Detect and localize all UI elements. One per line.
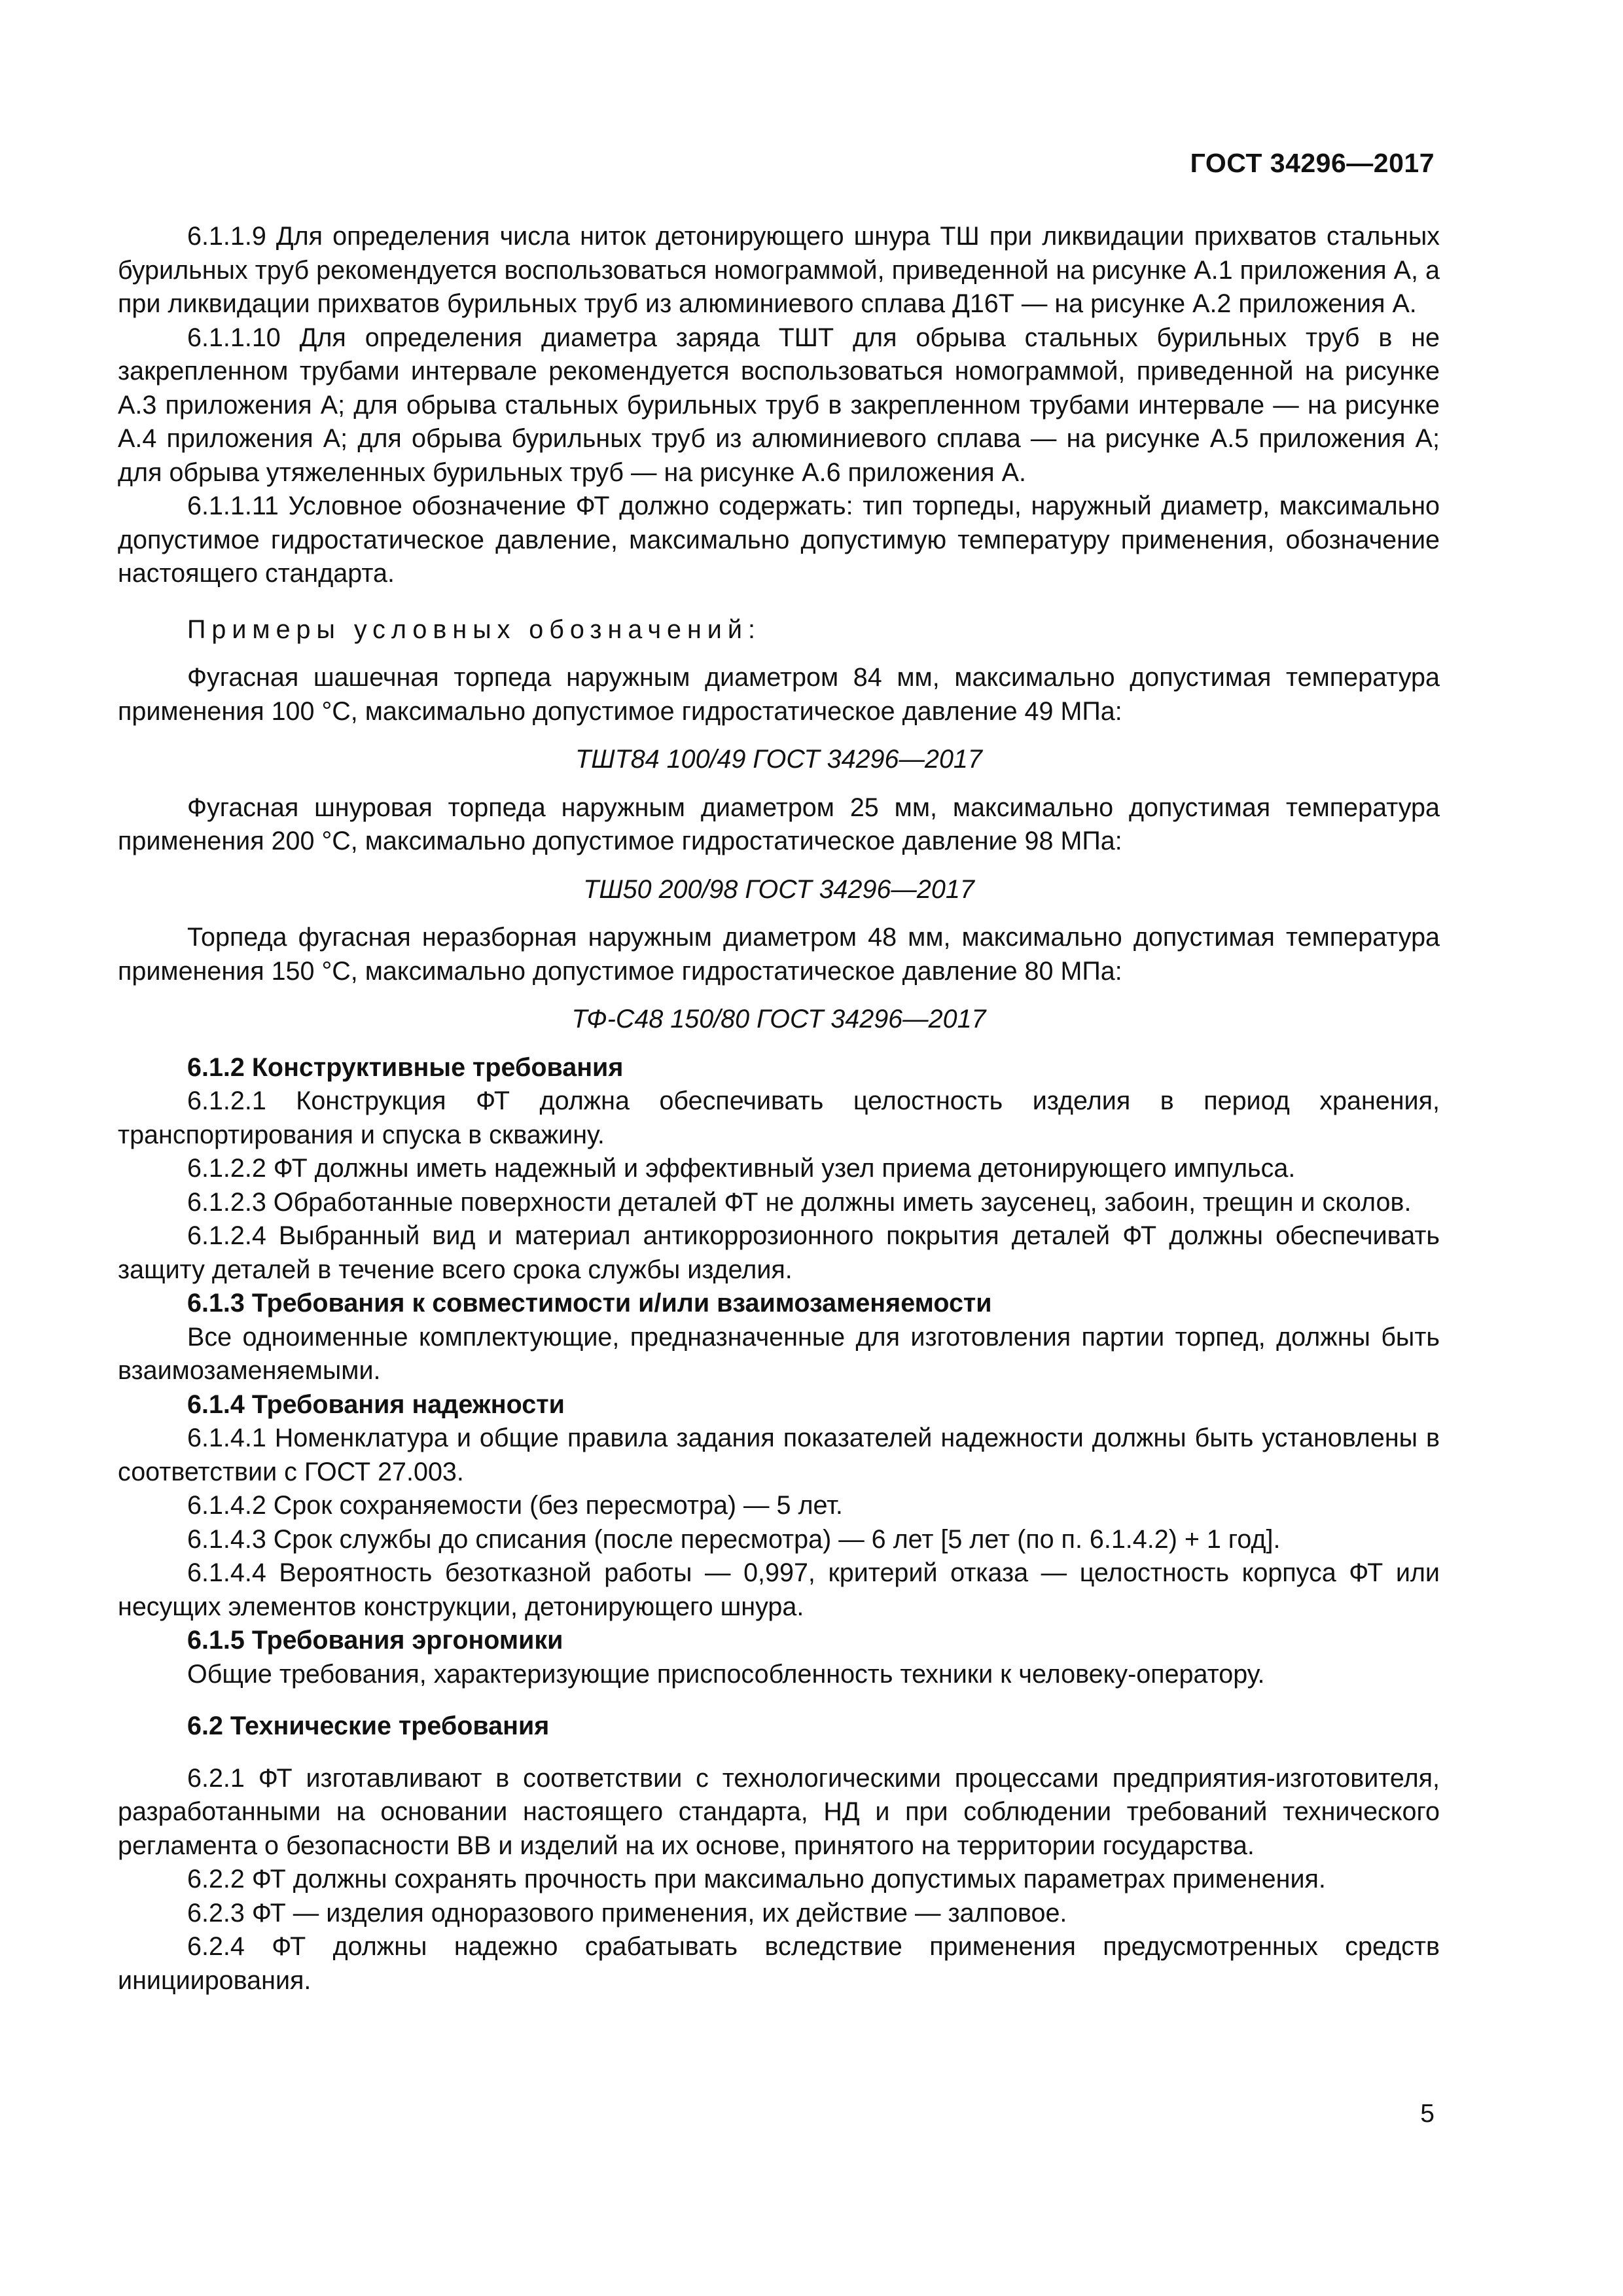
paragraph-6-1-2-3: 6.1.2.3 Обработанные поверхности деталей ФТ не должны иметь заусенец, забоин, трещин и сколов.: [187, 1187, 1412, 1217]
document-body: [118, 220, 1440, 1998]
paragraph-6-1-2-1: 6.1.2.1 Конструкция ФТ должна обеспечивать целостность изделия в период хранения, транспортирования и спуска в скважину.: [118, 1086, 1440, 1149]
paragraph-6-1-4-4: 6.1.4.4 Вероятность безотказной работы — 0,997, критерий отказа — целостность корпуса ФТ или несущих элементов конструкции, детонирующего шнура.: [118, 1558, 1440, 1621]
section-heading-6-2: 6.2 Технические требования: [187, 1712, 550, 1740]
paragraph-6-1-4-3: 6.1.4.3 Срок службы до списания (после пересмотра) — 6 лет [5 лет (по п. 6.1.4.2) + 1 год].: [187, 1524, 1281, 1554]
section-heading-6-1-3: 6.1.3 Требования к совместимости и/или взаимозаменяемости: [187, 1289, 992, 1318]
paragraph-6-1-2-4: 6.1.2.4 Выбранный вид и материал антикоррозионного покрытия деталей ФТ должны обеспечивать защиту деталей в течение всего срока службы изделия.: [118, 1221, 1440, 1284]
example-3-designation: ТФ-С48 150/80 ГОСТ 34296—2017: [571, 1005, 986, 1033]
example-1-description: Фугасная шашечная торпеда наружным диаметром 84 мм, максимально допустимая температура применения 100 °С, максимально допустимое гидростатическое давление 49 МПа:: [118, 663, 1440, 726]
section-heading-6-1-5: 6.1.5 Требования эргономики: [187, 1626, 563, 1655]
examples-title: Примеры условных обозначений:: [187, 615, 761, 644]
example-3-description: Торпеда фугасная неразборная наружным диаметром 48 мм, максимально допустимая температура применения 150 °С, максимально допустимое гидростатическое давление 80 МПа:: [118, 923, 1440, 986]
paragraph-6-1-1-10: 6.1.1.10 Для определения диаметра заряда ТШТ для обрыва стальных бурильных труб в не закрепленном трубами интервале рекомендуется воспользоваться номограммой, приведенной на рисунке А.3 приложения А; для обрыва стальных бурильных труб в закрепленном трубами интервале — на рисунке А.4 приложения А; для обрыва бурильных труб из алюминиевого сплава — на рисунке А.5 приложения А; для обрыва утяжеленных бурильных труб — на рисунке А.6 приложения А.: [118, 323, 1440, 487]
paragraph-6-1-2-2: 6.1.2.2 ФТ должны иметь надежный и эффективный узел приема детонирующего импульса.: [187, 1154, 1296, 1183]
page-number: 5: [1420, 2100, 1435, 2128]
section-heading-6-1-4: 6.1.4 Требования надежности: [187, 1390, 565, 1419]
section-heading-6-1-2: 6.1.2 Конструктивные требования: [187, 1052, 624, 1082]
paragraph-6-1-1-9: 6.1.1.9 Для определения числа ниток детонирующего шнура ТШ при ликвидации прихватов стальных бурильных труб рекомендуется воспользоваться номограммой, приведенной на рисунке А.1 приложения А, а при ликвидации прихватов бурильных труб из алюминиевого сплава Д16Т — на рисунке А.2 приложения А.: [118, 222, 1440, 318]
paragraph-6-2-3: 6.2.3 ФТ — изделия одноразового применения, их действие — залповое.: [187, 1898, 1067, 1928]
paragraph-6-2-2: 6.2.2 ФТ должны сохранять прочность при максимально допустимых параметрах применения.: [187, 1865, 1326, 1893]
paragraph-6-1-5: Общие требования, характеризующие приспособленность техники к человеку-оператору.: [187, 1659, 1265, 1689]
example-2-designation: ТШ50 200/98 ГОСТ 34296—2017: [583, 874, 974, 904]
paragraph-6-2-1: 6.2.1 ФТ изготавливают в соответствии с технологическими процессами предприятия-изготовителя, разработанными на основании настоящего стандарта, НД и при соблюдении требований технического регламента о безопасности ВВ и изделий на их основе, принятого на территории государства.: [118, 1763, 1440, 1860]
paragraph-6-1-1-11: 6.1.1.11 Условное обозначение ФТ должно содержать: тип торпеды, наружный диаметр, максимально допустимое гидростатическое давление, максимально допустимую температуру применения, обозначение настоящего стандарта.: [118, 492, 1440, 588]
standard-code-header: ГОСТ 34296—2017: [1190, 148, 1435, 178]
example-2-description: Фугасная шнуровая торпеда наружным диаметром 25 мм, максимально допустимая температура применения 200 °С, максимально допустимое гидростатическое давление 98 МПа:: [118, 793, 1440, 855]
paragraph-6-1-3: Все одноименные комплектующие, предназначенные для изготовления партии торпед, должны быть взаимозаменяемыми.: [118, 1322, 1440, 1385]
example-1-designation: ТШТ84 100/49 ГОСТ 34296—2017: [575, 745, 982, 774]
paragraph-6-1-4-1: 6.1.4.1 Номенклатура и общие правила задания показателей надежности должны быть установлены в соответствии с ГОСТ 27.003.: [118, 1424, 1440, 1486]
paragraph-6-1-4-2: 6.1.4.2 Срок сохраняемости (без пересмотра) — 5 лет.: [187, 1491, 843, 1520]
paragraph-6-2-4: 6.2.4 ФТ должны надежно срабатывать вследствие применения предусмотренных средств инициирования.: [118, 1932, 1440, 1995]
